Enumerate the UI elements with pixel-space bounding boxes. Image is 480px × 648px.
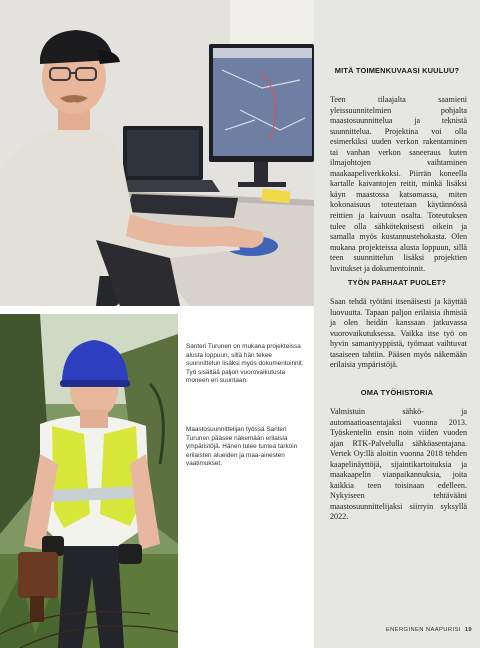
photo-field-illustration	[0, 314, 178, 648]
magazine-name: ENERGINEN NAAPURISI	[385, 627, 461, 633]
photo-planner-in-field	[0, 314, 178, 648]
photo-planner-at-desk	[0, 0, 314, 306]
section-heading-work-history: OMA TYÖHISTORIA	[360, 388, 434, 397]
page-footer	[360, 627, 472, 633]
section-body-best-parts: Saan tehdä työtäni itsenäisesti ja käyttää luovuutta. Tapaan paljon erilaisia ihmisiä ja olen heidän kanssaan jatkuvassa vuorovaikutuksessa. Vaikka itse työ on hyvin samantyyppistä, työmaat vaihtuvat tasaiseen tahtiin. Pääsen myös näkemään erilaisia ympäristöjä.	[330, 297, 467, 370]
section-heading-best-parts: TYÖN PARHAAT PUOLET?	[347, 278, 447, 287]
page-number: 19	[464, 627, 472, 633]
section-body-work-history: Valmistuin sähkö- ja automaatioasentajaksi vuonna 2013. Työskentelin ensin noin viiden vuoden ajan RTK-Palvelulla sähköasentajana. Vertek Oy:llä aloitin vuonna 2018 tehden kaapelinäyttöjä, sijaintikartoituksia ja maakaapelin vianpaikannuksia, joita kaikkia teen toisinaan edelleen. Nykyiseen tehtävääni maastosuunnittelijaksi siirryin syksyllä 2022.	[330, 407, 467, 522]
photo-caption-field: Maastosuunnittelijan työssä Santeri Turunen pääsee näkemään erilaisia ympäristöjä. Hänen tulee tuntea tarkoin erilaisten alueiden ja maa-ainesten vaatimukset.	[186, 426, 298, 468]
photo-desk-illustration	[0, 0, 314, 306]
section-heading-job-description: MITÄ TOIMENKUVAASI KUULUU?	[334, 66, 460, 75]
photo-caption-desk: Santeri Turunen on mukana projekteissa alusta loppuun, sillä hän tekee suunnittelun lisäksi myös dokumentoinnit. Työ sisältää paljon vuorovaikutusta moneen eri suuntaan.	[186, 343, 304, 385]
section-body-job-description: Teen tilaajalta saamieni yleissuunnitelmien pohjalta maastosuunnittelua ja teknistä suunnittelua. Projektina voi olla esimerkiksi uuden verkon rakentaminen tai vanhan verkon saneeraus kuten ilmajohtojen vaihtaminen maakaapeliverkkoksi. Piirrän koneella kartalle kaivantojen reitit, minkä lisäksi käyn maastossa katsomassa, miten kokonaisuus toteutetaan käytännössä reittien ja kaivuun osalta. Toteutuksen tulee olla sähköteknisesti oikein ja samalla myös kustannustehokasta. Olen mukana projekteissa alusta loppuun, sillä teen suunnittelun lisäksi projektien luvitukset ja dokumentoinnit.	[330, 95, 467, 273]
